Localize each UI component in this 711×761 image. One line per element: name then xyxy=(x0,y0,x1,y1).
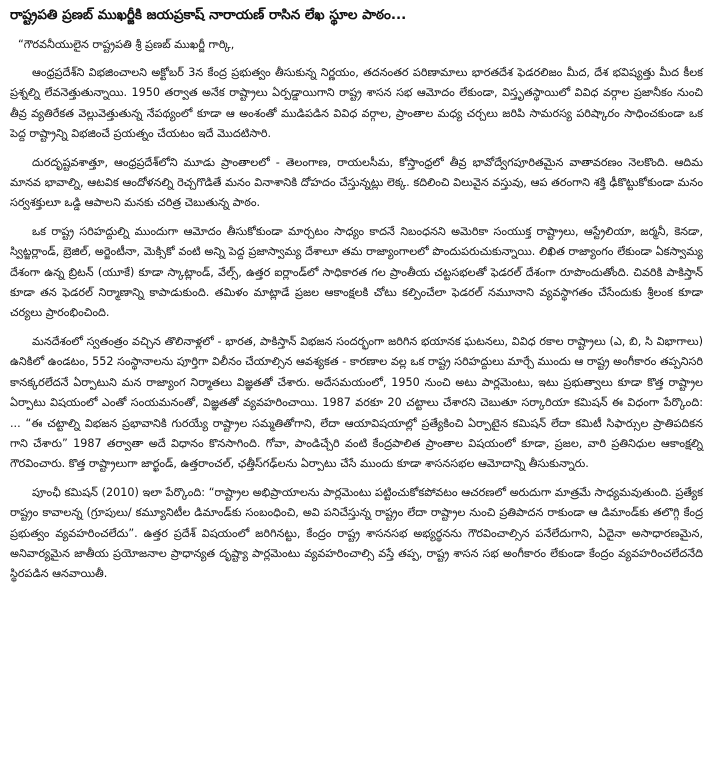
paragraph-5: పూంఛీ కమిషన్ (2010) ఇలా పేర్కొంది: “రాష్ట్రాల అభిప్రాయాలను పార్లమెంటు పట్టించుకోకపోవటం ఆచరణలో అరుదుగా మాత్రమే సాధ్యమవుతుంది. ప్రత్యేక రాష్ట్రం కావాలన్న (గ్రూపులు/ కమ్యూనిటీల డిమాండ్‌కు సంబంధించి, అవి పనిచేస్తున్న రాష్ట్రం లేదా రాష్ట్రాల నుంచి ప్రతిపాదన రాకుండా ఆ డిమాండ్‌కు తలొగ్గి కేంద్ర ప్రభుత్వం వ్యవహరించలేదు”. ఉత్తర ప్రదేశ్ విషయంలో జరిగినట్టు, కేంద్రం రాష్ట్ర శాసనసభ అభ్యర్థనను గౌరవించాల్సిన పనేలేదుగాని, ఏదైనా అసాధారణమైన, అనివార్యమైన జాతీయ ప్రయోజనాల ప్రాధాన్యత దృష్ట్యా పార్లమెంటు వ్యవహరించాల్సి వస్తే తప్ప, రాష్ట్ర శాసన సభ అంగీకారం లేకుండా కేంద్రం వ్యవహరించలేదనేది స్థిరపడిన ఆనవాయితీ. xyxy=(10,485,703,581)
article-headline: రాష్ట్రపతి ప్రణబ్ ముఖర్జీకి జయప్రకాష్ నారాయణ్ రాసిన లేఖ స్థూల పాఠం... xyxy=(10,7,407,23)
paragraph-2: దురదృష్టవశాత్తూ, ఆంధ్రప్రదేశ్‌లోని మూడు ప్రాంతాలలో - తెలంగాణ, రాయలసీమ, కోస్తాంధ్రలో తీవ్ర భావోద్వేగపూరితమైన వాతావరణం నెలకొంది. ఆదిమ మానవ భావాల్ని, ఆటవిక ఆందోళనల్ని రెచ్చగొడితే మనం వినాశానికి దోహదం చేస్తున్నట్లు లెక్క. కదిలించి విలువైన వస్తువు, ఆప తరంగాని శక్తి ఢీకొట్టుకోకుండా మనం సర్వశక్తులూ ఒడ్డి ఆపాలని మనకు చరిత్ర చెబుతున్న పాఠం. xyxy=(10,155,703,210)
letter-salutation: “గౌరవనీయులైన రాష్ట్రపతి శ్రీ ప్రణబ్ ముఖర్జీ గార్కి, xyxy=(18,38,235,51)
paragraph-4: మనదేశంలో స్వతంత్రం వచ్చిన తొలినాళ్లలో - భారత, పాకిస్తాన్ విభజన సందర్భంగా జరిగిన భయానక ఘటనలు, వివిధ రకాల రాష్ట్రాలు (ఎ, బి, సి విభాగాలు) ఉనికిలో ఉండటం, 552 సంస్థానాలను పూర్తిగా విలీనం చేయాల్సిన ఆవశ్యకత - కారణాల వల్ల ఒక రాష్ట్ర సరిహద్దులు మార్చే ముందు ఆ రాష్ట్ర అంగీకారం తప్పనిసరి కానక్కరలేదనే ఏర్పాటుని మన రాజ్యాంగ నిర్మాతలు విజ్ఞతతో చేశారు. అదేసమయంలో, 1950 నుంచి అటు పార్లమెంటు, ఇటు ప్రభుత్వాలు కూడా కొత్త రాష్ట్రాల ఏర్పాటు విషయంలో ఎంతో సంయమనంతో, విజ్ఞతతో వ్యవహరించాయి. 1987 వరకూ 20 చట్టాలు చేశారని చెబుతూ సర్కారియా కమిషన్ ఈ విధంగా పేర్కొంది: ... “ఈ చట్టాల్ని విభజన ప్రభావానికి గురయ్యే రాష్ట్రాల సమ్మతితోగాని, లేదా ఆయావిషయాల్లో ప్రత్యేకించి ఏర్పాటైన కమిషన్ లేదా కమిటీ సిఫార్సుల ప్రాతిపదికన గాని చేశారు” 1987 తర్వాతా అదే విధానం కొనసాగింది. గోవా, పాండిచ్చేరి వంటి కేంద్రపాలిత ప్రాంతాల విషయంలో కూడా, ప్రజల, వారి ప్రతినిధుల ఆకాంక్షల్ని గౌరవించారు. కొత్త రాష్ట్రాలుగా జార్ఖండ్, ఉత్తరాంచల్, ఛత్తీస్‌గఢ్‌లను ఏర్పాటు చేసే ముందు కూడా శాసనసభల ఆమోదాన్ని తీసుకున్నారు. xyxy=(10,334,703,471)
paragraph-3: ఒక రాష్ట్ర సరిహద్దుల్ని ముందుగా ఆమోదం తీసుకోకుండా మార్చటం సాధ్యం కాదనే నిబంధనని అమెరికా సంయుక్త రాష్ట్రాలు, ఆస్ట్రేలియా, జర్మనీ, కెనడా, స్విట్జర్లాండ్, బ్రెజిల్, అర్జెంటీనా, మెక్సికో వంటి అన్ని పెద్ద ప్రజాస్వామ్య దేశాలూ తమ రాజ్యాంగాలలో పొందుపరుచుకున్నాయి. లిఖిత రాజ్యాంగం లేకుండా ఏకస్వామ్య దేశంగా ఉన్న బ్రిటన్ (యూకే) కూడా స్కాట్లాండ్, వేల్స్, ఉత్తర ఐర్లాండ్‌లో సాధికారత గల ప్రాంతీయ చట్టసభలతో ఫెడరల్ దేశంగా రూపొందుతోంది. చివరికి పాకిస్తాన్ కూడా తన ఫెడరల్ నిర్మాణాన్ని కాపాడుకుంది. తమిళం మాట్లాడే ప్రజల ఆకాంక్షలకి చోటు కల్పించేలా ఫెడరల్ నమూనాని వ్యవస్థాగతం చేసేందుకు శ్రీలంక కూడా చర్యలు ప్రారంభించింది. xyxy=(10,224,703,320)
paragraph-1: ఆంధ్రప్రదేశ్‌ని విభజించాలని అక్టోబర్ 3న కేంద్ర ప్రభుత్వం తీసుకున్న నిర్ణయం, తదనంతర పరిణామాలు భారతదేశ ఫెడరలిజం మీద, దేశ భవిష్యత్తు మీద కీలక ప్రశ్నల్ని లేవనెత్తుతున్నాయి. 1950 తర్వాత అనేక రాష్ట్రాలు ఏర్పడ్డాయిగాని రాష్ట్ర శాసన సభ ఆమోదం లేకుండా, విస్తృతస్థాయిలో వివిధ వర్గాల ప్రజానీకం నుంచి తీవ్ర వ్యతిరేకత వెల్లువెత్తుతున్న నేపథ్యంలో కూడా ఆ అంశంతో ముడిపడిన వివిధ వర్గాల, ప్రాంతాల మధ్య చర్చలు జరిపి సామరస్య పరిష్కారం సాధించకుండా ఒక పెద్ద రాష్ట్రాన్ని విభజించే ప్రయత్నం చేయటం ఇదే మొదటిసారి. xyxy=(10,66,703,141)
